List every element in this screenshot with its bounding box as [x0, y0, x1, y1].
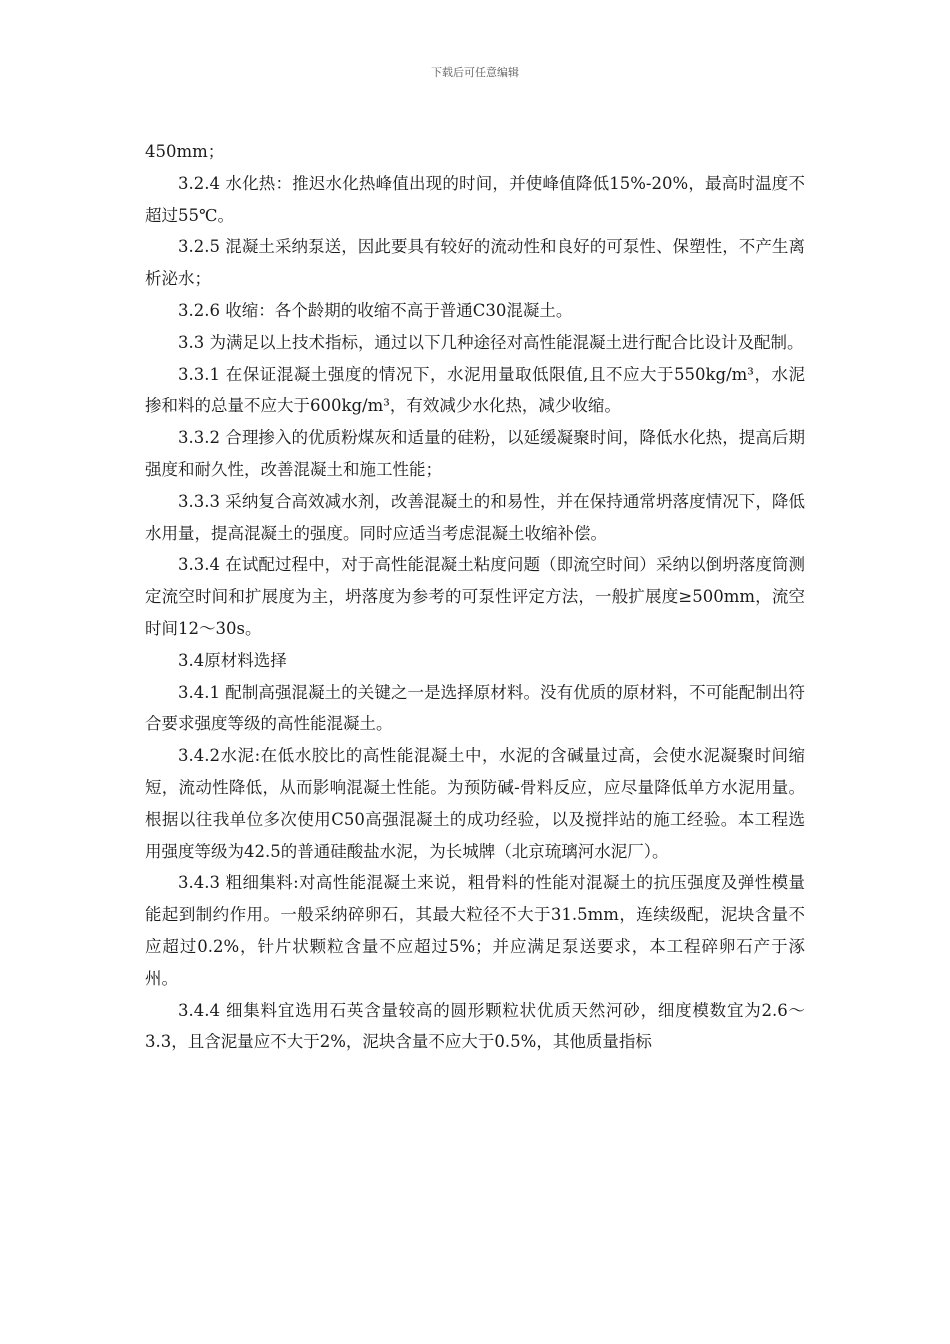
section-heading: 3.4原材料选择: [178, 650, 287, 670]
paragraph: 3.2.5 混凝土采纳泵送，因此要具有较好的流动性和良好的可泵性、保塑性，不产生离析泌水；: [145, 237, 805, 289]
paragraph: 3.3.4 在试配过程中，对于高性能混凝土粘度问题（即流空时间）采纳以倒坍落度筒测定流空时间和扩展度为主，坍落度为参考的可泵性评定方法，一般扩展度≥500mm，流空时间12～30s。: [145, 555, 805, 638]
document-body: [145, 136, 805, 1058]
paragraph: 3.4.2水泥:在低水胶比的高性能混凝土中，水泥的含碱量过高，会使水泥凝聚时间缩短，流动性降低，从而影响混凝土性能。为预防碱-骨料反应，应尽量降低单方水泥用量。根据以往我单位多次使用C50高强混凝土的成功经验，以及搅拌站的施工经验。本工程选用强度等级为42.5的普通硅酸盐水泥，为长城牌（北京琉璃河水泥厂）。: [145, 746, 805, 861]
paragraph: 3.3.1 在保证混凝土强度的情况下，水泥用量取低限值,且不应大于550kg/m³，水泥掺和料的总量不应大于600kg/m³，有效减少水化热，减少收缩。: [145, 364, 805, 416]
paragraph: 450mm；: [145, 142, 225, 161]
paragraph: 3.3.2 合理掺入的优质粉煤灰和适量的硅粉，以延缓凝聚时间，降低水化热，提高后期强度和耐久性，改善混凝土和施工性能；: [145, 428, 805, 479]
paragraph: 3.4.1 配制高强混凝土的关键之一是选择原材料。没有优质的原材料，不可能配制出符合要求强度等级的高性能混凝土。: [145, 682, 805, 734]
paragraph: 3.4.3 粗细集料:对高性能混凝土来说，粗骨料的性能对混凝土的抗压强度及弹性模量能起到制约作用。一般采纳碎卵石，其最大粒径不大于31.5mm，连续级配，泥块含量不应超过0.2%，针片状颗粒含量不应超过5%；并应满足泵送要求，本工程碎卵石产于涿州。: [145, 873, 805, 988]
paragraph: 3.3.3 采纳复合高效减水剂，改善混凝土的和易性，并在保持通常坍落度情况下，降低水用量，提高混凝土的强度。同时应适当考虑混凝土收缩补偿。: [145, 491, 805, 543]
paragraph: 3.3 为满足以上技术指标，通过以下几种途径对高性能混凝土进行配合比设计及配制。: [178, 332, 804, 352]
paragraph: 3.2.4 水化热：推迟水化热峰值出现的时间，并使峰值降低15%-20%，最高时温度不超过55℃。: [145, 173, 805, 225]
paragraph: 3.2.6 收缩：各个龄期的收缩不高于普通C30混凝土。: [178, 300, 573, 320]
page-header: 下载后可任意编辑: [431, 66, 519, 79]
paragraph: 3.4.4 细集料宜选用石英含量较高的圆形颗粒状优质天然河砂，细度模数宜为2.6～3.3，且含泥量应不大于2%，泥块含量不应大于0.5%，其他质量指标: [145, 1000, 805, 1052]
